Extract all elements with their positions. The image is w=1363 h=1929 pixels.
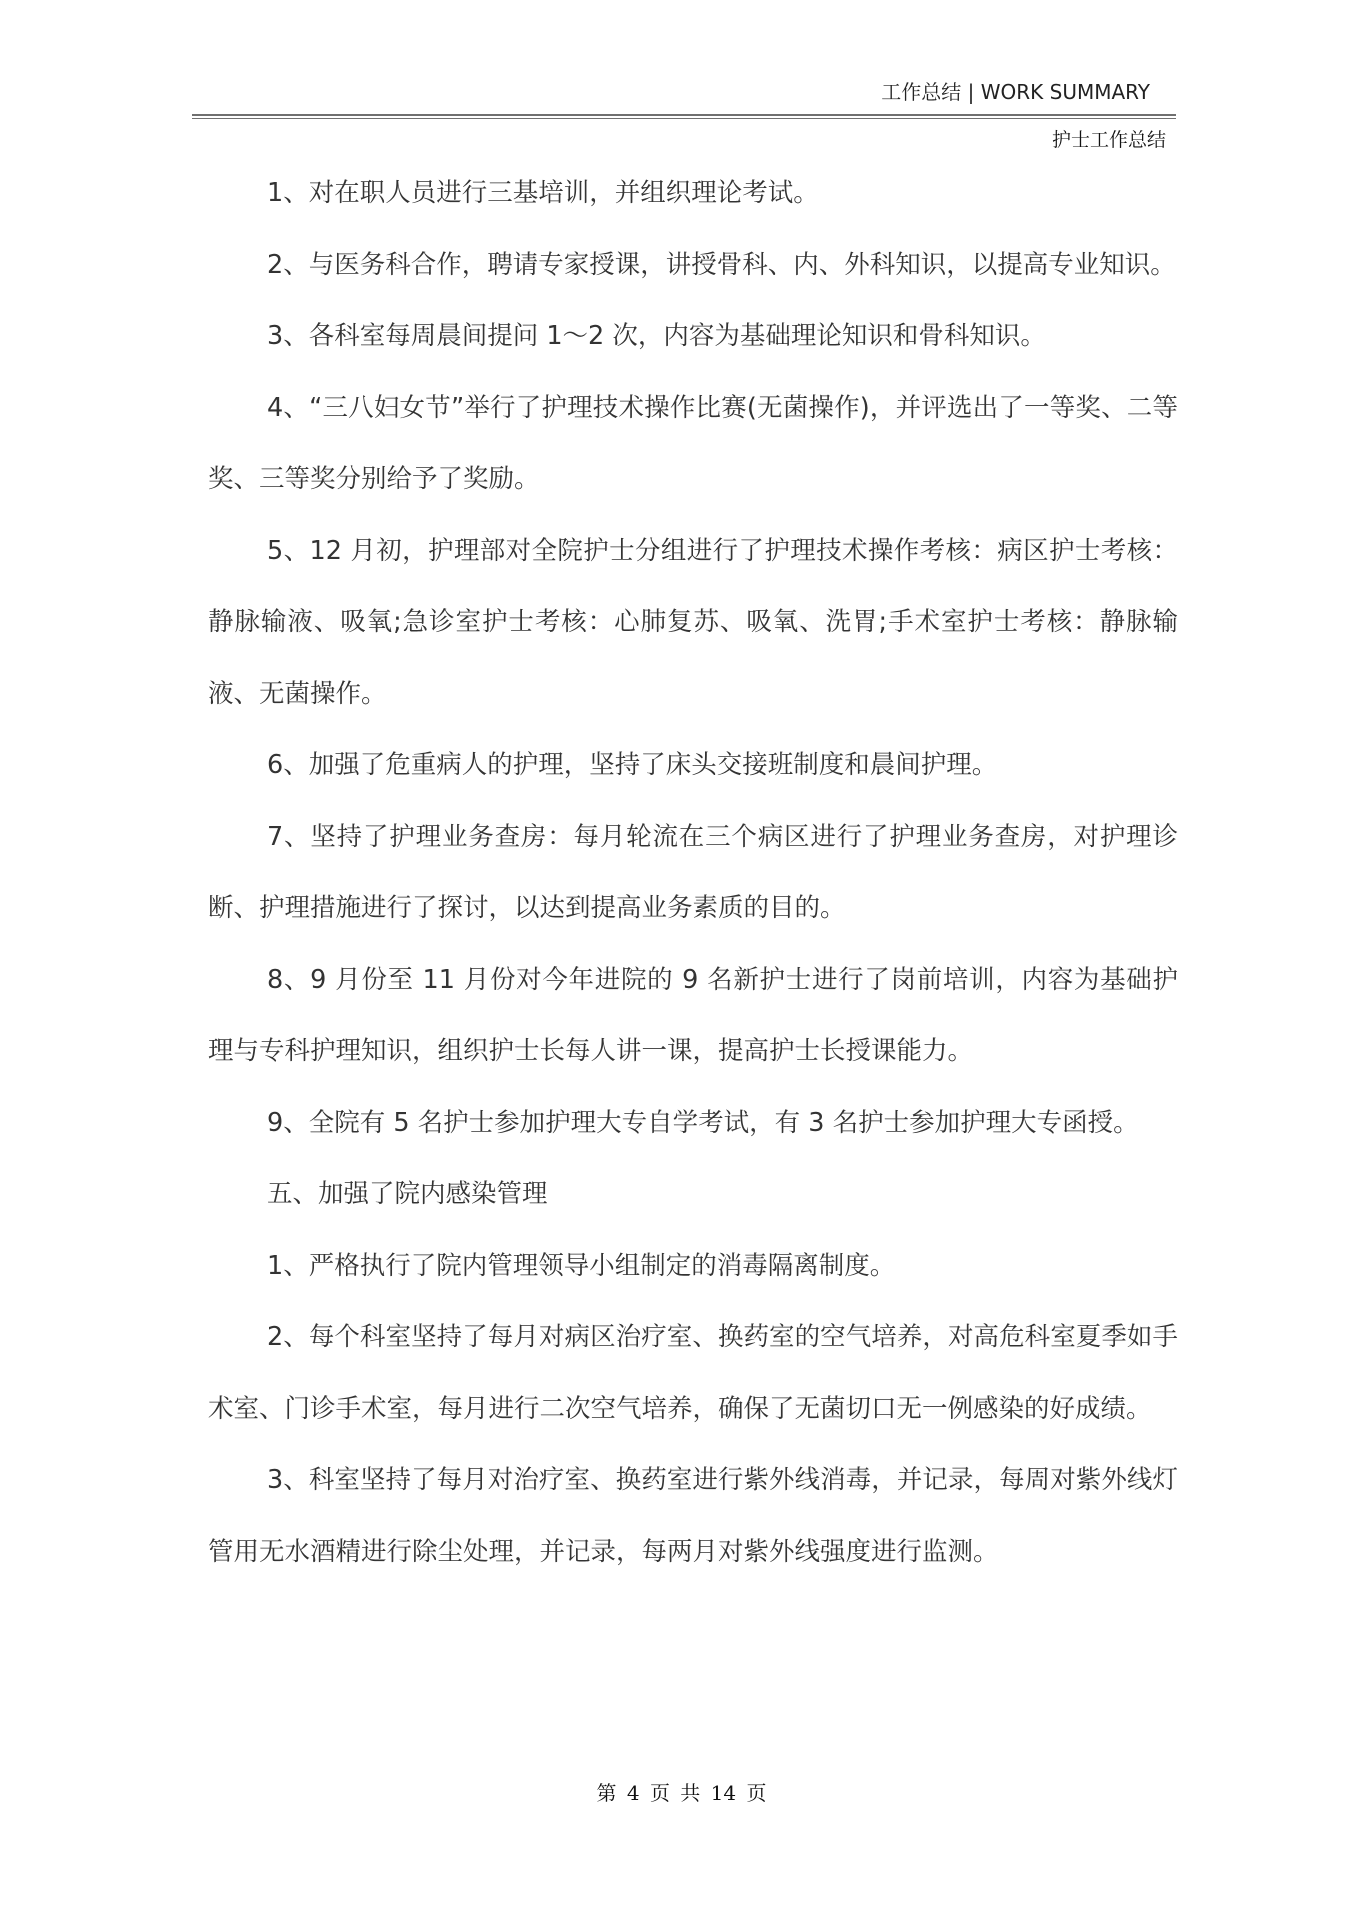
page-header	[192, 78, 1176, 153]
paragraph: 3、科室坚持了每月对治疗室、换药室进行紫外线消毒，并记录，每周对紫外线灯管用无水酒精进行除尘处理，并记录，每两月对紫外线强度进行监测。	[208, 1465, 1178, 1567]
paragraph: 1、严格执行了院内管理领导小组制定的消毒隔离制度。	[267, 1250, 896, 1281]
header-title: 工作总结 | WORK SUMMARY	[881, 80, 1150, 104]
paragraph: 3、各科室每周晨间提问 1～2 次，内容为基础理论知识和骨科知识。	[267, 321, 1046, 351]
paragraph: 7、坚持了护理业务查房：每月轮流在三个病区进行了护理业务查房，对护理诊断、护理措施进行了探讨，以达到提高业务素质的目的。	[208, 821, 1178, 923]
document-body	[208, 158, 1178, 1588]
paragraph: 4、“三八妇女节”举行了护理技术操作比赛(无菌操作)，并评选出了一等奖、二等奖、三等奖分别给予了奖励。	[208, 392, 1178, 494]
paragraph: 2、每个科室坚持了每月对病区治疗室、换药室的空气培养，对高危科室夏季如手术室、门诊手术室，每月进行二次空气培养，确保了无菌切口无一例感染的好成绩。	[208, 1322, 1178, 1424]
header-divider	[192, 114, 1176, 119]
section-heading: 五、加强了院内感染管理	[267, 1179, 548, 1209]
paragraph: 6、加强了危重病人的护理，坚持了床头交接班制度和晨间护理。	[267, 750, 998, 780]
page-number: 第 4 页 共 14 页	[596, 1781, 767, 1805]
paragraph: 2、与医务科合作，聘请专家授课，讲授骨科、内、外科知识，以提高专业知识。	[267, 249, 1176, 280]
paragraph: 1、对在职人员进行三基培训，并组织理论考试。	[267, 178, 819, 208]
header-subtitle: 护士工作总结	[1051, 129, 1166, 151]
paragraph: 9、全院有 5 名护士参加护理大专自学考试，有 3 名护士参加护理大专函授。	[267, 1107, 1139, 1138]
paragraph: 8、9 月份至 11 月份对今年进院的 9 名新护士进行了岗前培训，内容为基础护理与专科护理知识，组织护士长每人讲一课，提高护士长授课能力。	[208, 964, 1178, 1066]
paragraph: 5、12 月初，护理部对全院护士分组进行了护理技术操作考核：病区护士考核：静脉输液、吸氧;急诊室护士考核：心肺复苏、吸氧、洗胃;手术室护士考核：静脉输液、无菌操作。	[208, 535, 1178, 709]
